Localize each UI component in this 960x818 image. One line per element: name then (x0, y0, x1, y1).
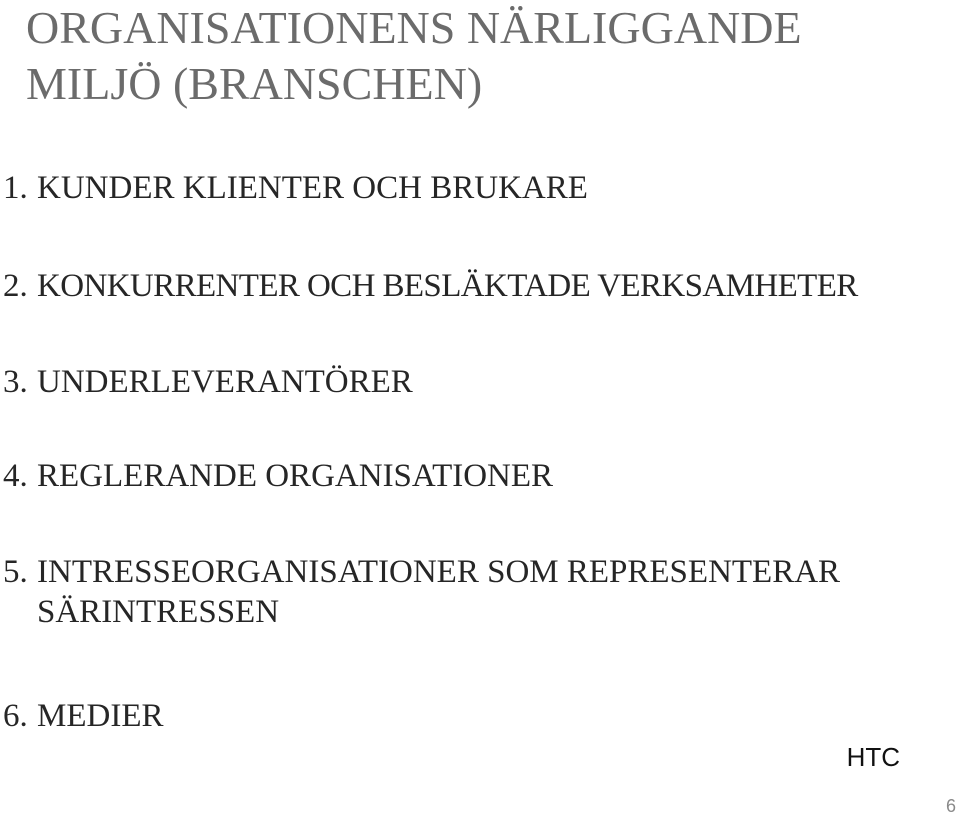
slide-title (26, 0, 946, 112)
list-item-number: 4. (3, 458, 28, 494)
list-item (3, 362, 413, 402)
list-item-text: UNDERLEVERANTÖRER (37, 364, 413, 400)
slide-title-line-1: ORGANISATIONENS NÄRLIGGANDE (26, 2, 802, 53)
slide-title-line-2: MILJÖ (BRANSCHEN) (26, 58, 483, 109)
list-item (3, 168, 588, 208)
page-number: 6 (945, 796, 956, 816)
list-item-text (37, 552, 840, 632)
list-item (3, 456, 553, 496)
list-item (3, 552, 840, 632)
list-item-text-line-2: SÄRINTRESSEN (37, 594, 280, 630)
list-item-number: 6. (3, 698, 28, 734)
list-item-number: 1. (3, 170, 28, 206)
list-item-number: 5. (3, 554, 28, 590)
list-item-text: KONKURRENTER OCH BESLÄKTADE VERKSAMHETER (37, 268, 858, 304)
list-item-text: MEDIER (37, 698, 164, 734)
list-item-text: KUNDER KLIENTER OCH BRUKARE (37, 170, 588, 206)
list-item-text-line-1: INTRESSEORGANISATIONER SOM REPRESENTERAR (37, 554, 841, 590)
list-item (3, 266, 858, 306)
list-item-text: REGLERANDE ORGANISATIONER (37, 458, 554, 494)
list-item-number: 3. (3, 364, 28, 400)
list-item-number: 2. (3, 268, 28, 304)
list-item (3, 696, 164, 736)
author-initials: HTC (846, 742, 900, 772)
